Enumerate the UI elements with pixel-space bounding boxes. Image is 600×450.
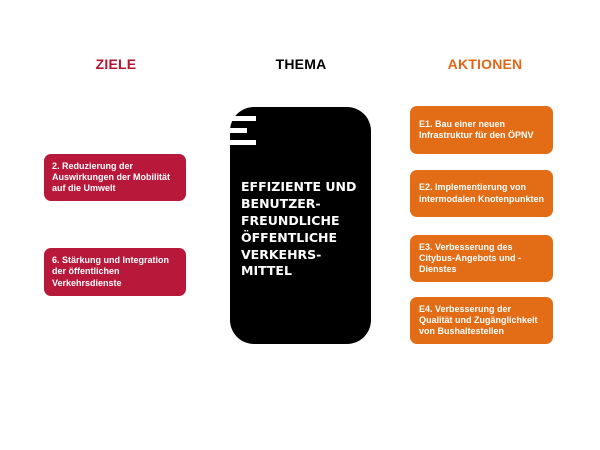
action-box-e1 [410, 106, 553, 154]
action-box-e2 [410, 170, 553, 217]
action-label: E3. Verbesserung des Citybus-Angebots und -Dienstes [419, 241, 521, 275]
goal-label: 2. Reduzierung der Auswirkungen der Mobilität auf die Umwelt [52, 160, 171, 194]
action-box-e4 [410, 297, 553, 344]
topic-heading: THEMA [275, 56, 327, 72]
topic-card-notch [230, 140, 256, 145]
topic-card-notch [230, 116, 256, 121]
topic-card-notch [230, 128, 247, 133]
action-label: E1. Bau einer neuen Infrastruktur für den ÖPNV [419, 118, 534, 140]
action-box-e3 [410, 235, 553, 282]
action-label: E4. Verbesserung der Qualität und Zugänglichkeit von Bushaltestellen [419, 303, 538, 337]
goal-label: 6. Stärkung und Integration der öffentlichen Verkehrsdienste [52, 255, 170, 288]
topic-title: EFFIZIENTE UND BENUTZER- FREUNDLICHE ÖFFENTLICHE VERKEHRS- MITTEL [241, 179, 357, 279]
actions-heading: AKTIONEN [447, 56, 523, 72]
goals-heading: ZIELE [95, 56, 137, 72]
action-label: E2. Implementierung von intermodalen Knotenpunkten [419, 182, 545, 204]
goal-box-strengthen-transport [44, 248, 186, 296]
goal-box-reduce-impact [44, 154, 186, 201]
